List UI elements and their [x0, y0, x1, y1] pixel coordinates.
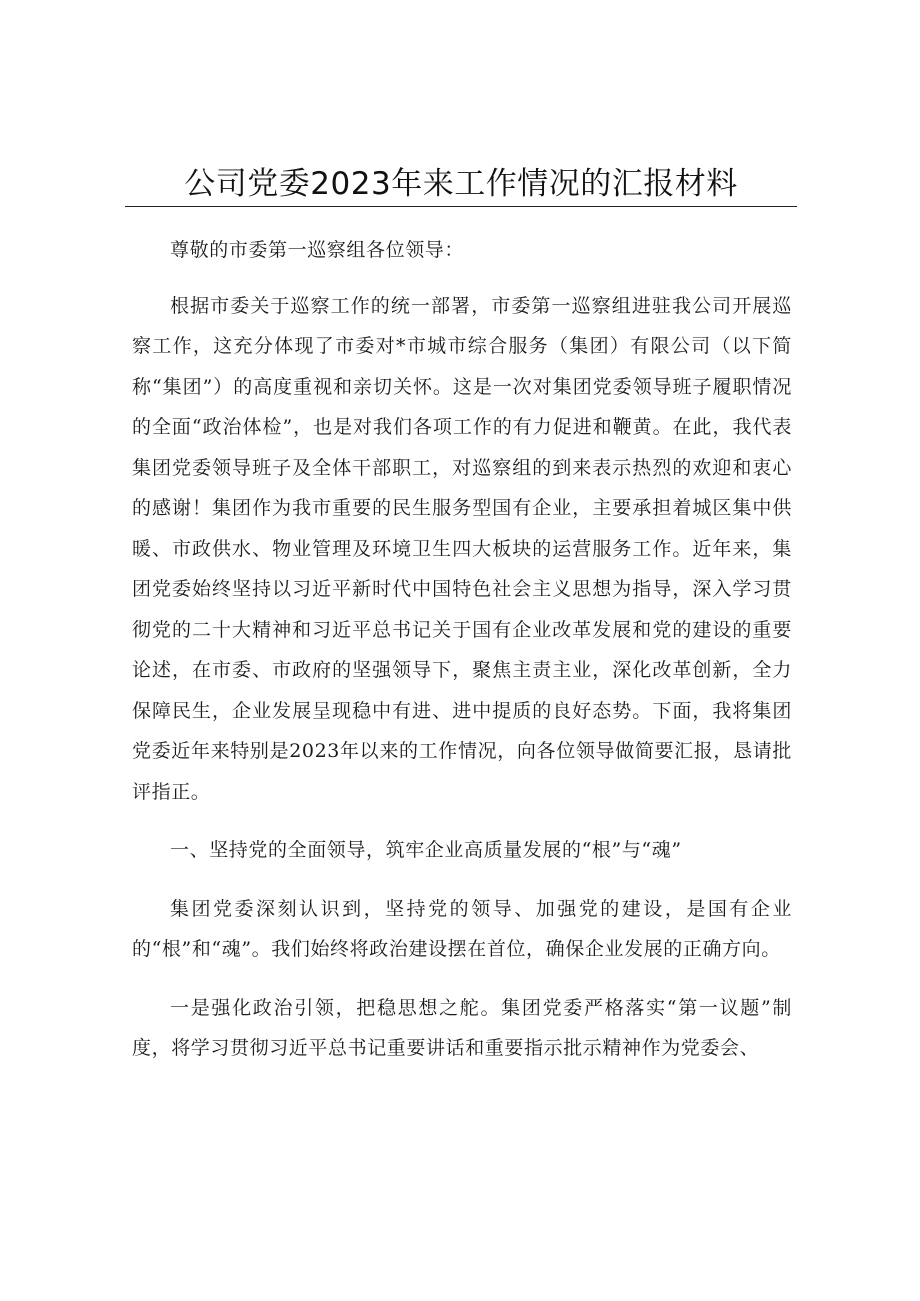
paragraph-point-1: 一是强化政治引领，把稳思想之舵。集团党委严格落实“第一议题”制度，将学习贯彻习近平总书记重要讲话和重要指示批示精神作为党委会、	[132, 996, 792, 1059]
document-body	[132, 230, 792, 1069]
paragraph-section-1: 集团党委深刻认识到，坚持党的领导、加强党的建设，是国有企业的“根”和“魂”。我们始终将政治建设摆在首位，确保企业发展的正确方向。	[132, 897, 792, 960]
section-heading-1: 一、坚持党的全面领导，筑牢企业高质量发展的“根”与“魂”	[170, 839, 682, 861]
salutation: 尊敬的市委第一巡察组各位领导：	[170, 239, 465, 261]
paragraph-intro: 根据市委关于巡察工作的统一部署，市委第一巡察组进驻我公司开展巡察工作，这充分体现了市委对*市城市综合服务（集团）有限公司（以下简称“集团”）的高度重视和亲切关怀。这是一次对集团党委领导班子履职情况的全面“政治体检”，也是对我们各项工作的有力促进和鞭黄。在此，我代表集团党委领导班子及全体干部职工，对巡察组的到来表示热烈的欢迎和衷心的感谢！集团作为我市重要的民生服务型国有企业，主要承担着城区集中供暖、市政供水、物业管理及环境卫生四大板块的运营服务工作。近年来，集团党委始终坚持以习近平新时代中国特色社会主义思想为指导，深入学习贯彻党的二十大精神和习近平总书记关于国有企业改革发展和党的建设的重要论述，在市委、市政府的坚强领导下，聚焦主责主业，深化改革创新，全力保障民生，企业发展呈现稳中有进、进中提质的良好态势。下面，我将集团党委近年来特别是2023年以来的工作情况，向各位领导做简要汇报，恳请批评指正。	[132, 294, 792, 803]
document-title: 公司党委2023年来工作情况的汇报材料	[184, 166, 738, 202]
title-underline	[125, 206, 797, 207]
